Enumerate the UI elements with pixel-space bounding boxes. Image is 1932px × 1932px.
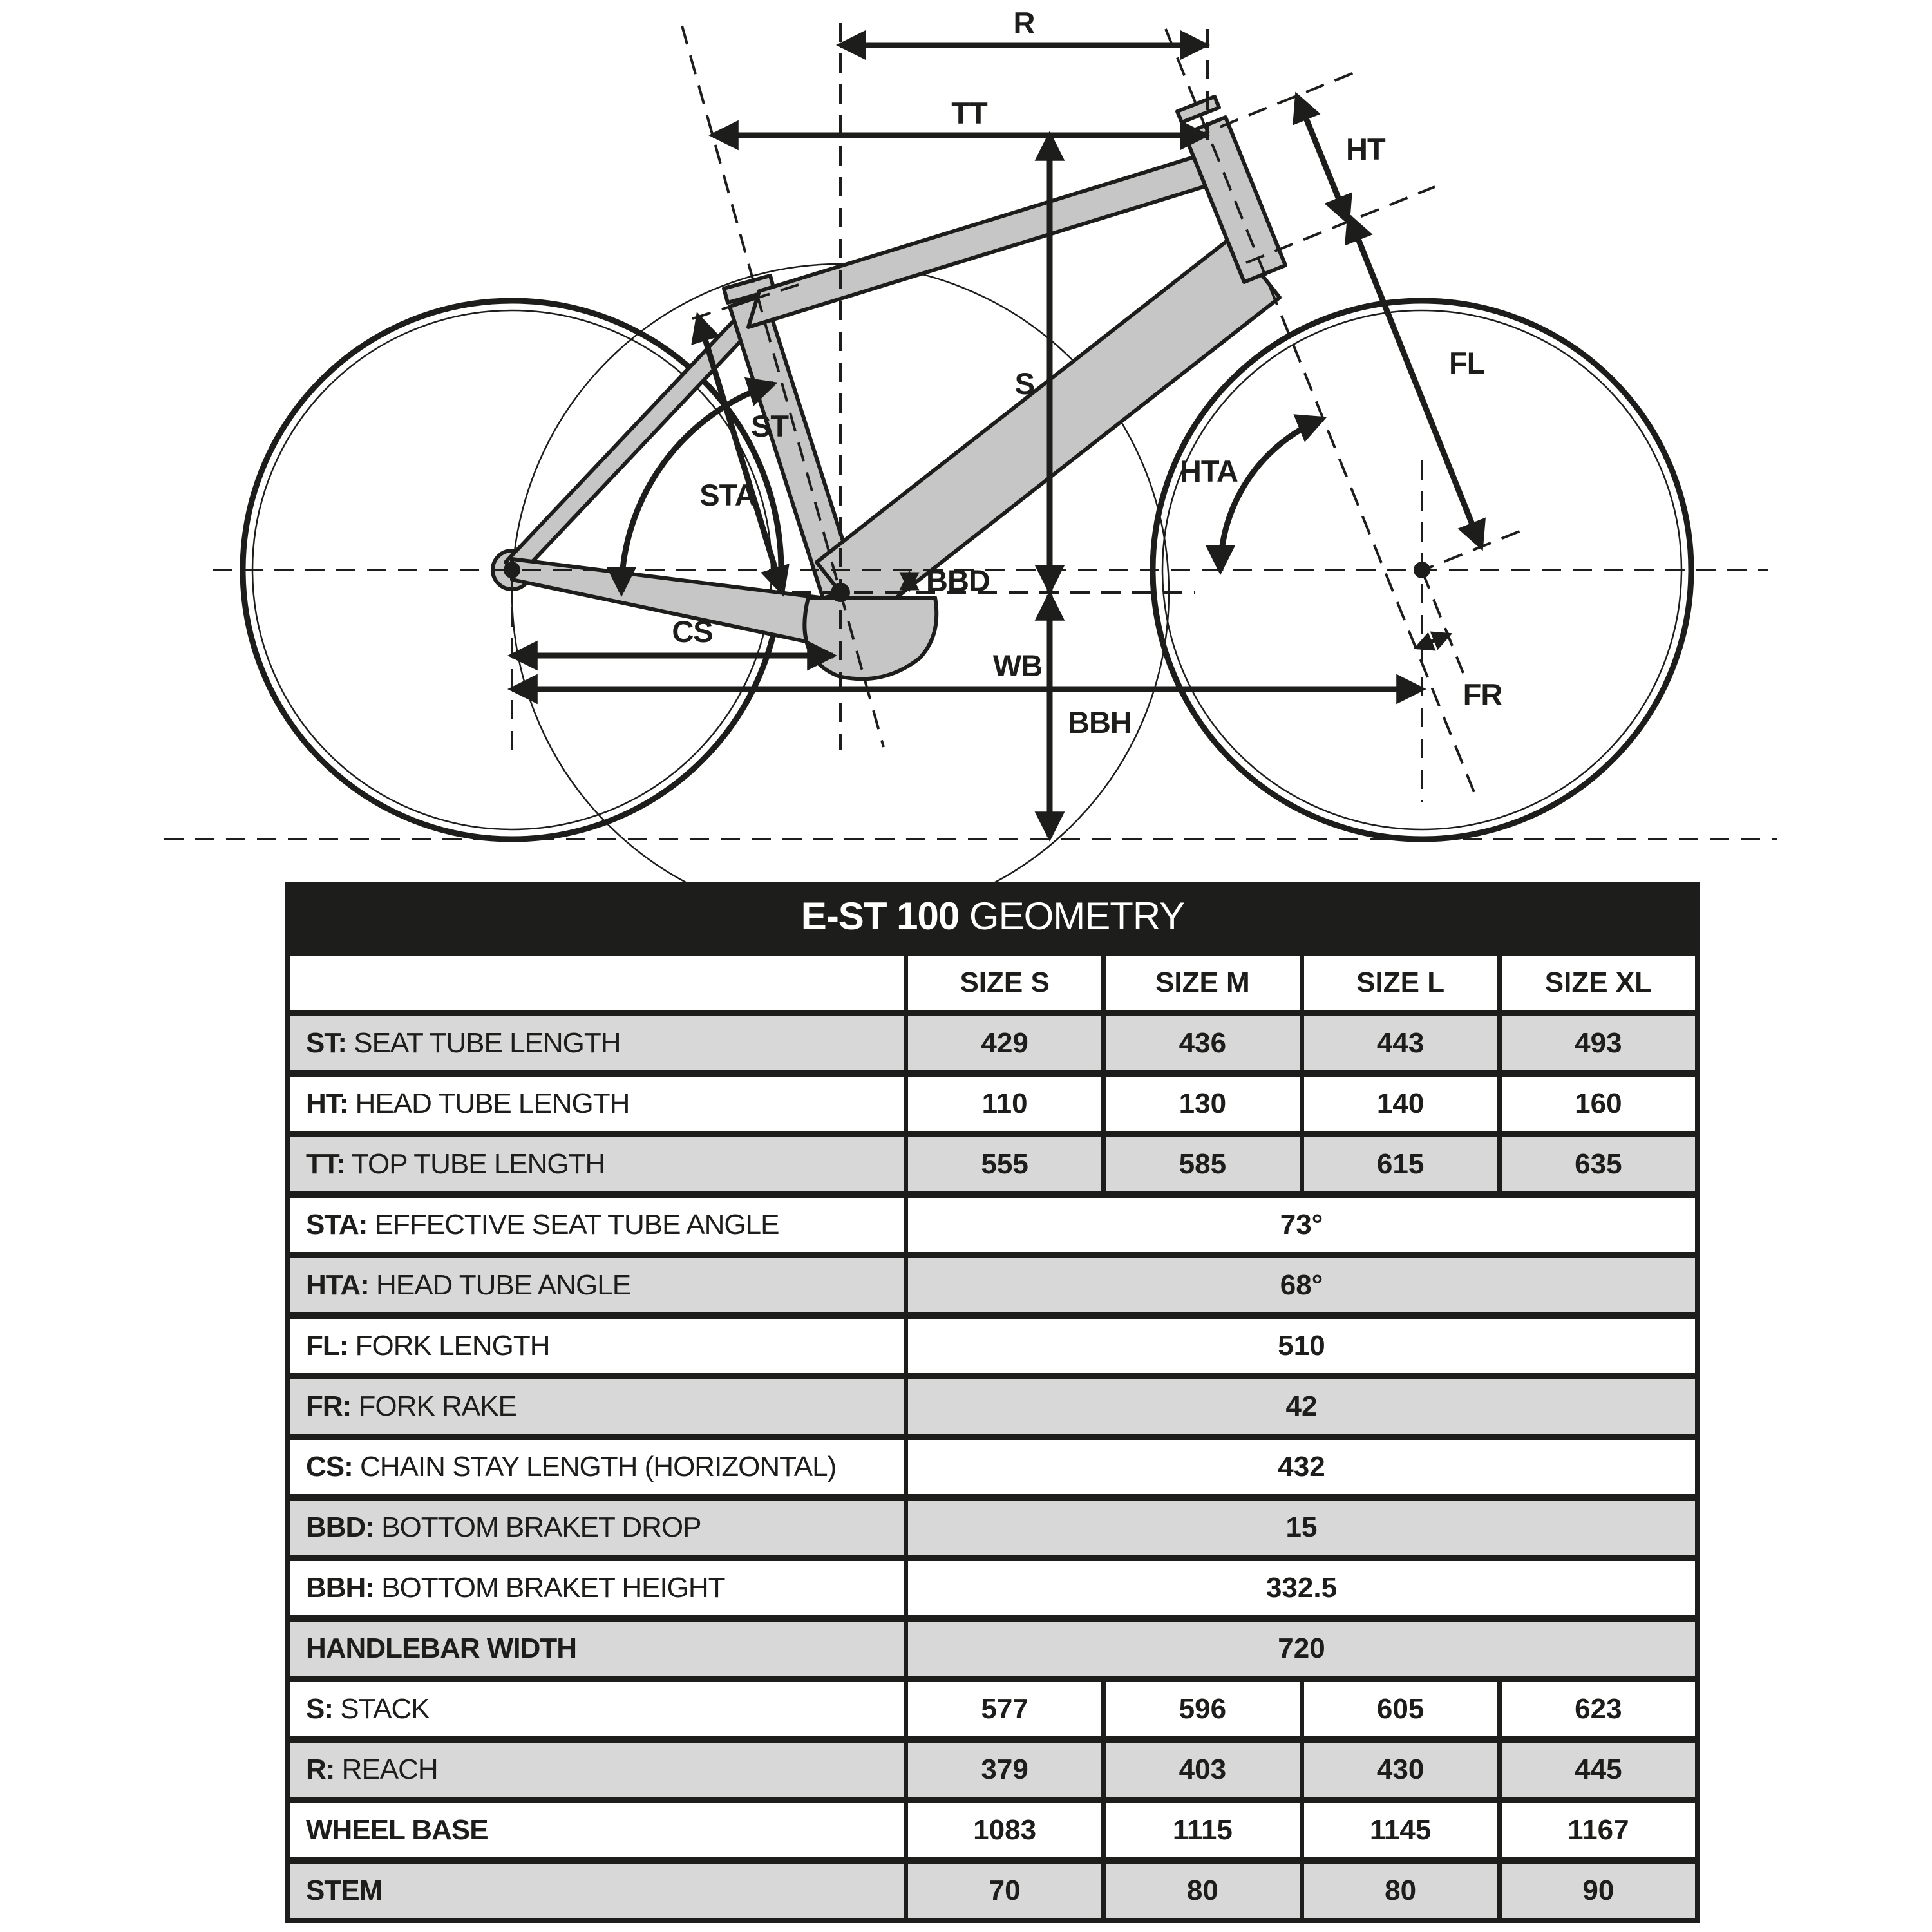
value-cell: 430 xyxy=(1300,1743,1497,1797)
row-label-cell xyxy=(290,1016,904,1070)
table-row-handlebar-width xyxy=(290,1615,1695,1676)
row-label-text: FORK LENGTH xyxy=(348,1330,550,1361)
hub-perp-line xyxy=(1416,531,1521,573)
row-label-text: SEAT TUBE LENGTH xyxy=(346,1027,621,1059)
row-label-prefix: CS: xyxy=(306,1451,353,1482)
table-row-bb-drop xyxy=(290,1494,1695,1555)
value-cell: 80 xyxy=(1300,1864,1497,1918)
value-cell-spanned: 73° xyxy=(904,1198,1695,1252)
row-label-cell xyxy=(290,1319,904,1373)
fork-rake-arrow xyxy=(1416,634,1450,648)
head-tube-label: HT xyxy=(1346,132,1385,166)
chain-stay-label: CS xyxy=(672,614,713,649)
value-cell-spanned: 720 xyxy=(904,1622,1695,1676)
table-row-chain-stay xyxy=(290,1434,1695,1494)
geometry-svg xyxy=(0,0,1932,882)
value-cell: 70 xyxy=(904,1864,1101,1918)
seat-stays-tube xyxy=(506,308,760,576)
value-cell: 605 xyxy=(1300,1682,1497,1736)
head-tube xyxy=(1184,117,1285,282)
wheel-base-label: WB xyxy=(992,649,1043,683)
value-cell: 623 xyxy=(1497,1682,1695,1736)
fork-rake-label: FR xyxy=(1463,677,1502,712)
value-cell: 429 xyxy=(904,1016,1101,1070)
value-cell: 90 xyxy=(1497,1864,1695,1918)
value-cell-spanned: 432 xyxy=(904,1440,1695,1494)
value-cell: 379 xyxy=(904,1743,1101,1797)
header-size-m: SIZE M xyxy=(1101,956,1299,1010)
table-row-bb-height xyxy=(290,1555,1695,1615)
row-label-cell xyxy=(290,1258,904,1312)
row-label-cell xyxy=(290,1198,904,1252)
header-empty-cell xyxy=(290,956,904,1010)
row-label-cell xyxy=(290,1379,904,1434)
value-cell: 1145 xyxy=(1300,1803,1497,1857)
row-label-text: EFFECTIVE SEAT TUBE ANGLE xyxy=(367,1209,779,1240)
head-tube-angle-label: HTA xyxy=(1179,454,1238,488)
value-cell: 635 xyxy=(1497,1137,1695,1191)
head-tube-arrow xyxy=(1297,96,1348,222)
row-label-prefix: BBH: xyxy=(306,1572,374,1604)
header-size-xl: SIZE XL xyxy=(1497,956,1695,1010)
row-label-prefix: BBD: xyxy=(306,1511,374,1543)
bike-geometry-diagram xyxy=(0,0,1932,882)
value-cell: 1115 xyxy=(1101,1803,1299,1857)
row-label-prefix: WHEEL BASE xyxy=(306,1814,488,1846)
construction-lines xyxy=(164,23,1777,839)
row-label-cell xyxy=(290,1682,904,1736)
table-title-rest: GEOMETRY xyxy=(959,894,1185,938)
bb-drop-label: BBD xyxy=(926,564,990,598)
value-cell-spanned: 332.5 xyxy=(904,1561,1695,1615)
row-label-cell xyxy=(290,1803,904,1857)
row-label-cell xyxy=(290,1561,904,1615)
row-label-prefix: TT: xyxy=(306,1148,345,1180)
value-cell: 140 xyxy=(1300,1077,1497,1131)
table-row-head-tube-length xyxy=(290,1070,1695,1131)
row-label-prefix: HT: xyxy=(306,1088,348,1119)
table-row-stack xyxy=(290,1676,1695,1736)
value-cell: 615 xyxy=(1300,1137,1497,1191)
row-label-cell xyxy=(290,1077,904,1131)
table-row-head-tube-angle xyxy=(290,1252,1695,1312)
header-size-s: SIZE S xyxy=(904,956,1101,1010)
row-label-prefix: STA: xyxy=(306,1209,368,1240)
value-cell: 403 xyxy=(1101,1743,1299,1797)
value-cell: 577 xyxy=(904,1682,1101,1736)
value-cell: 596 xyxy=(1101,1682,1299,1736)
table-row-fork-rake xyxy=(290,1373,1695,1434)
row-label-prefix: R: xyxy=(306,1754,335,1785)
table-row-stem xyxy=(290,1857,1695,1918)
value-cell: 443 xyxy=(1300,1016,1497,1070)
seat-tube-angle-label: STA xyxy=(699,478,756,512)
head-tube-cap xyxy=(1177,97,1219,122)
reach-label: R xyxy=(1013,6,1035,40)
table-row-reach xyxy=(290,1736,1695,1797)
hub-parallel-line xyxy=(1422,571,1463,673)
row-label-cell xyxy=(290,1622,904,1676)
table-title xyxy=(290,882,1695,949)
fork-length-arrow xyxy=(1349,216,1481,547)
row-label-text: BOTTOM BRAKET HEIGHT xyxy=(374,1572,725,1604)
geometry-table xyxy=(285,882,1700,1923)
value-cell: 160 xyxy=(1497,1077,1695,1131)
row-label-prefix: ST: xyxy=(306,1027,346,1059)
table-row-seat-tube-angle xyxy=(290,1191,1695,1252)
value-cell: 1167 xyxy=(1497,1803,1695,1857)
row-label-cell xyxy=(290,1743,904,1797)
table-row-fork-length xyxy=(290,1312,1695,1373)
row-label-text: CHAIN STAY LENGTH (HORIZONTAL) xyxy=(352,1451,837,1482)
value-cell: 130 xyxy=(1101,1077,1299,1131)
value-cell: 436 xyxy=(1101,1016,1299,1070)
row-label-text: FORK RAKE xyxy=(351,1390,516,1422)
bb-height-label: BBH xyxy=(1068,705,1132,739)
fork-length-label: FL xyxy=(1449,346,1485,380)
value-cell-spanned: 68° xyxy=(904,1258,1695,1312)
value-cell: 80 xyxy=(1101,1864,1299,1918)
value-cell: 445 xyxy=(1497,1743,1695,1797)
row-label-text: HEAD TUBE LENGTH xyxy=(348,1088,630,1119)
row-label-prefix: STEM xyxy=(306,1875,383,1906)
value-cell-spanned: 15 xyxy=(904,1501,1695,1555)
table-row-seat-tube-length xyxy=(290,1010,1695,1070)
small-arrows xyxy=(909,573,1450,648)
rear-axle-dot xyxy=(504,562,520,578)
value-cell-spanned: 42 xyxy=(904,1379,1695,1434)
value-cell-spanned: 510 xyxy=(904,1319,1695,1373)
value-cell: 110 xyxy=(904,1077,1101,1131)
row-label-text: TOP TUBE LENGTH xyxy=(345,1148,605,1180)
table-row-top-tube-length xyxy=(290,1131,1695,1191)
row-label-prefix: HTA: xyxy=(306,1269,369,1301)
stack-label: S xyxy=(1014,366,1034,401)
top-tube-label: TT xyxy=(951,96,987,130)
row-label-cell xyxy=(290,1440,904,1494)
table-header-row xyxy=(290,949,1695,1010)
bottom-bracket-dot xyxy=(831,583,850,602)
row-label-cell xyxy=(290,1137,904,1191)
motor-housing xyxy=(804,598,936,679)
row-label-prefix: FR: xyxy=(306,1390,352,1422)
header-size-l: SIZE L xyxy=(1300,956,1497,1010)
row-label-text: HEAD TUBE ANGLE xyxy=(368,1269,631,1301)
row-label-text: REACH xyxy=(334,1754,438,1785)
row-label-prefix: FL: xyxy=(306,1330,348,1361)
value-cell: 585 xyxy=(1101,1137,1299,1191)
seat-tube-label: ST xyxy=(750,409,789,443)
row-label-prefix: S: xyxy=(306,1693,333,1725)
head-tube-angle-arc xyxy=(1220,419,1323,571)
row-label-text: BOTTOM BRAKET DROP xyxy=(374,1511,701,1543)
front-axle-dot xyxy=(1414,562,1430,578)
table-row-wheel-base xyxy=(290,1797,1695,1857)
row-label-text: STACK xyxy=(333,1693,430,1725)
row-label-prefix: HANDLEBAR WIDTH xyxy=(306,1633,577,1664)
table-title-model: E-ST 100 xyxy=(800,894,960,938)
value-cell: 555 xyxy=(904,1137,1101,1191)
value-cell: 1083 xyxy=(904,1803,1101,1857)
value-cell: 493 xyxy=(1497,1016,1695,1070)
row-label-cell xyxy=(290,1501,904,1555)
row-label-cell xyxy=(290,1864,904,1918)
